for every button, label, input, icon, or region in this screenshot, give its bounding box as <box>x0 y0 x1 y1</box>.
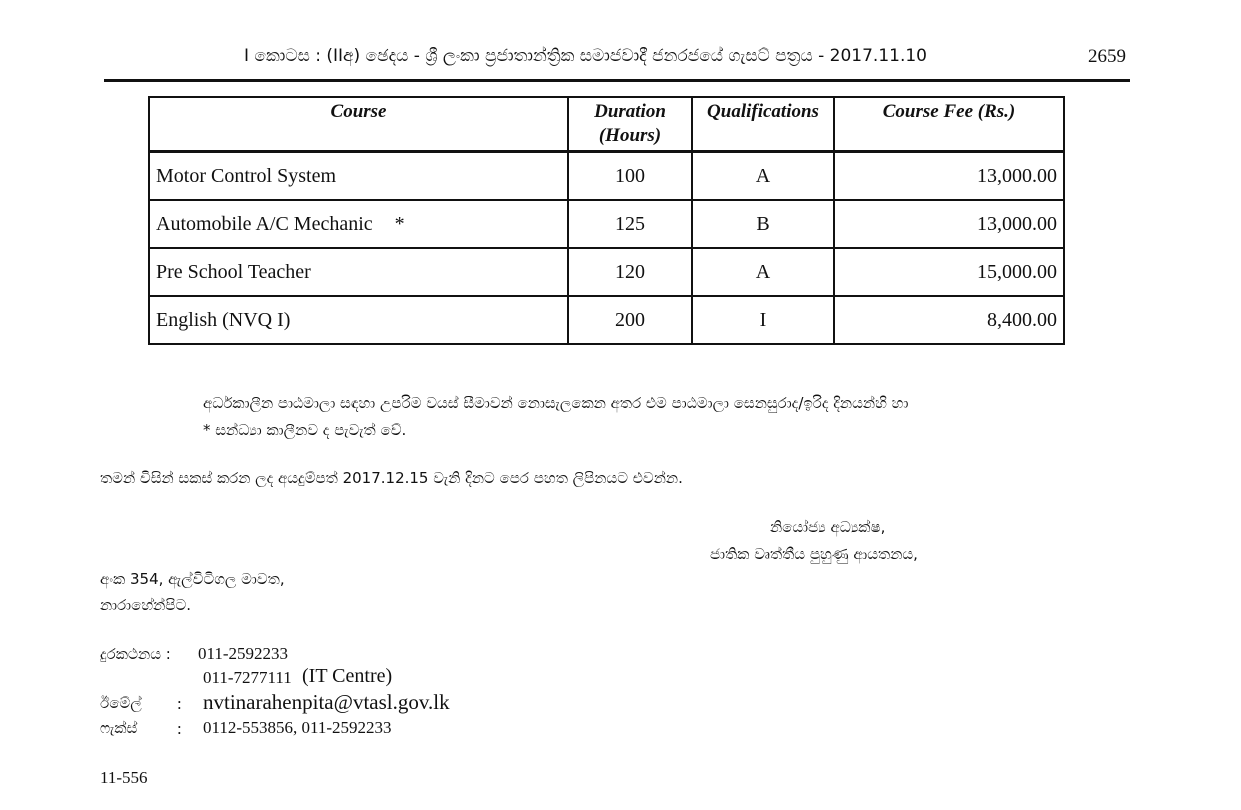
signatory-institution: ජාතික වෘත්තීය පුහුණු ආයතනය, <box>710 545 918 563</box>
qualification-cell: A <box>692 248 834 296</box>
gazette-header-title: I කොටස : (IIඅ) ඡෙදය - ශ්‍රී ලංකා ප්‍රජාතාන්ත්‍රික සමාජවාදී ජනරජයේ ගැසට් පත්‍රය - 2017.11.10 <box>244 46 927 66</box>
duration-cell: 200 <box>568 296 692 344</box>
star-mark: * <box>394 212 405 235</box>
header-duration-line2: (Hours) <box>598 125 662 146</box>
fee-cell: 8,400.00 <box>834 296 1064 344</box>
telephone-label: දුරකථනය : <box>100 645 171 663</box>
fax-colon: : <box>177 719 182 738</box>
header-rule <box>104 79 1130 82</box>
course-name-cell <box>149 200 568 248</box>
duration-cell: 125 <box>568 200 692 248</box>
email-address: nvtinarahenpita@vtasl.gov.lk <box>203 690 450 714</box>
address-line2: නාරාහේන්පිට. <box>100 596 192 614</box>
part-time-note-line1: අර්ධකාලීන පාඨමාලා සඳහා උපරිම වයස් සීමාවන් නොසැලකෙන අතර එම පාඨමාලා සෙනසුරාද/ඉරිද දිනයන්හි හා <box>203 394 909 412</box>
it-centre-note: (IT Centre) <box>302 665 393 687</box>
fee-cell: 13,000.00 <box>834 200 1064 248</box>
application-instruction: තමන් විසින් සකස් කරන ලද අයදුම්පත් 2017.12.15 වැනි දිනට පෙර පහත ලිපිනයට එවන්න. <box>100 469 683 487</box>
course-name-cell <box>149 248 568 296</box>
course-name-cell <box>149 152 568 201</box>
header-course-fee: Course Fee (Rs.) <box>834 97 1064 152</box>
email-colon: : <box>177 694 182 713</box>
fax-numbers: 0112-553856, 011-2592233 <box>203 718 392 737</box>
qualification-cell: I <box>692 296 834 344</box>
table-row <box>149 248 1064 296</box>
table-row <box>149 296 1064 344</box>
email-label: ඊමේල් <box>100 694 142 712</box>
table-header-row <box>149 97 1064 152</box>
header-duration-line1: Duration <box>594 101 666 122</box>
telephone-number-2: 011-7277111 <box>203 668 292 687</box>
course-name: Automobile A/C Mechanic <box>156 212 373 235</box>
duration-cell: 100 <box>568 152 692 201</box>
address-line1: අංක 354, ඇල්විටිගල මාවත, <box>100 570 285 588</box>
qualification-cell: B <box>692 200 834 248</box>
header-course: Course <box>149 97 568 152</box>
table-row <box>149 152 1064 201</box>
fax-label: ෆැක්ස් <box>100 719 138 737</box>
course-name-cell <box>149 296 568 344</box>
notice-reference-number: 11-556 <box>100 768 148 787</box>
fee-cell: 13,000.00 <box>834 152 1064 201</box>
signatory-title: නියෝජ්‍ය අධ්‍යක්ෂ, <box>770 518 886 536</box>
duration-cell: 120 <box>568 248 692 296</box>
fee-cell: 15,000.00 <box>834 248 1064 296</box>
header-duration <box>568 97 692 152</box>
course-name: Pre School Teacher <box>156 260 311 283</box>
page-number: 2659 <box>1088 46 1126 67</box>
telephone-number-1: 011-2592233 <box>198 644 289 663</box>
part-time-note-line2: * සන්ධ්‍යා කාලීනව ද පැවැත් වේ. <box>203 421 407 439</box>
course-fee-table <box>148 96 1065 345</box>
course-name: English (NVQ I) <box>156 308 291 331</box>
course-name: Motor Control System <box>156 164 337 187</box>
table-row <box>149 200 1064 248</box>
header-qualifications: Qualifications <box>692 97 834 152</box>
qualification-cell: A <box>692 152 834 201</box>
